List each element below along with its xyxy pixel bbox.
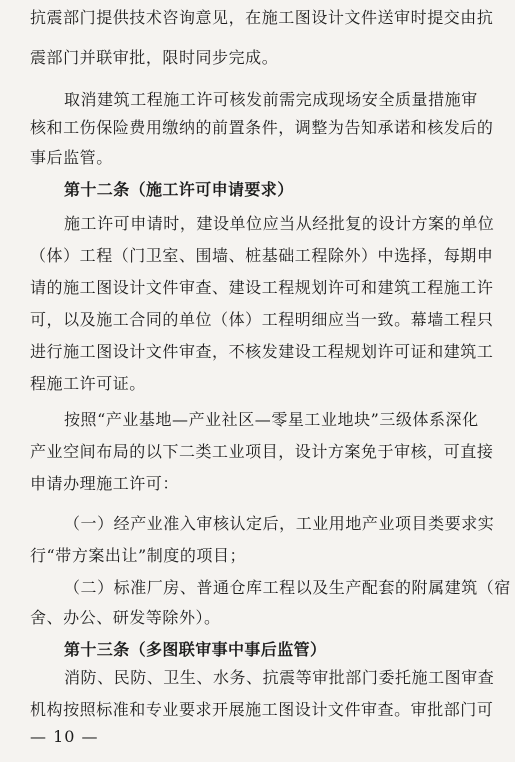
body-text-line: 消防、民防、卫生、水务、抗震等审批部门委托施工图审查 — [64, 668, 495, 687]
body-text-line: 抗震部门提供技术咨询意见，在施工图设计文件送审时提交由抗 — [30, 8, 494, 27]
body-text-line: 事后监管。 — [30, 148, 113, 167]
body-text-line: 程施工许可证。 — [30, 374, 146, 393]
body-text-line: 申请办理施工许可： — [30, 474, 179, 493]
list-item-text: 行“带方案出让”制度的项目； — [30, 546, 247, 565]
body-text-line: 取消建筑工程施工许可核发前需完成现场安全质量措施审 — [64, 90, 478, 109]
body-text-line: 请的施工图设计文件审查、建设工程规划许可和建筑工程施工许 — [30, 278, 494, 297]
body-text-line: （体）工程（门卫室、围墙、桩基础工程除外）中选择，每期申 — [30, 246, 494, 265]
body-text-line: 产业空间布局的以下二类工业项目，设计方案免于审核，可直接 — [30, 442, 494, 461]
body-text-line: 可，以及施工合同的单位（体）工程明细应当一致。幕墙工程只 — [30, 310, 494, 329]
list-item-text: （一）经产业准入审核认定后，工业用地产业项目类要求实 — [64, 514, 495, 533]
article-heading-12: 第十二条（施工许可申请要求） — [64, 180, 294, 199]
page-number: — 10 — — [30, 727, 99, 746]
list-item-text: （二）标准厂房、普通仓库工程以及生产配套的附属建筑（宿 — [64, 578, 511, 597]
body-text-line: 按照“产业基地—产业社区—零星工业地块”三级体系深化 — [64, 410, 479, 429]
body-text-line: 机构按照标准和专业要求开展施工图设计文件审查。审批部门可 — [30, 700, 494, 719]
body-text-line: 核和工伤保险费用缴纳的前置条件，调整为告知承诺和核发后的 — [30, 118, 494, 137]
body-text-line: 震部门并联审批，限时同步完成。 — [30, 48, 279, 67]
article-heading-13: 第十三条（多图联审事中事后监管） — [64, 640, 327, 659]
body-text-line: 进行施工图设计文件审查，不核发建设工程规划许可证和建筑工 — [30, 342, 494, 361]
list-item-text: 舍、办公、研发等除外）。 — [30, 608, 221, 627]
body-text-line: 施工许可申请时，建设单位应当从经批复的设计方案的单位 — [64, 214, 495, 233]
